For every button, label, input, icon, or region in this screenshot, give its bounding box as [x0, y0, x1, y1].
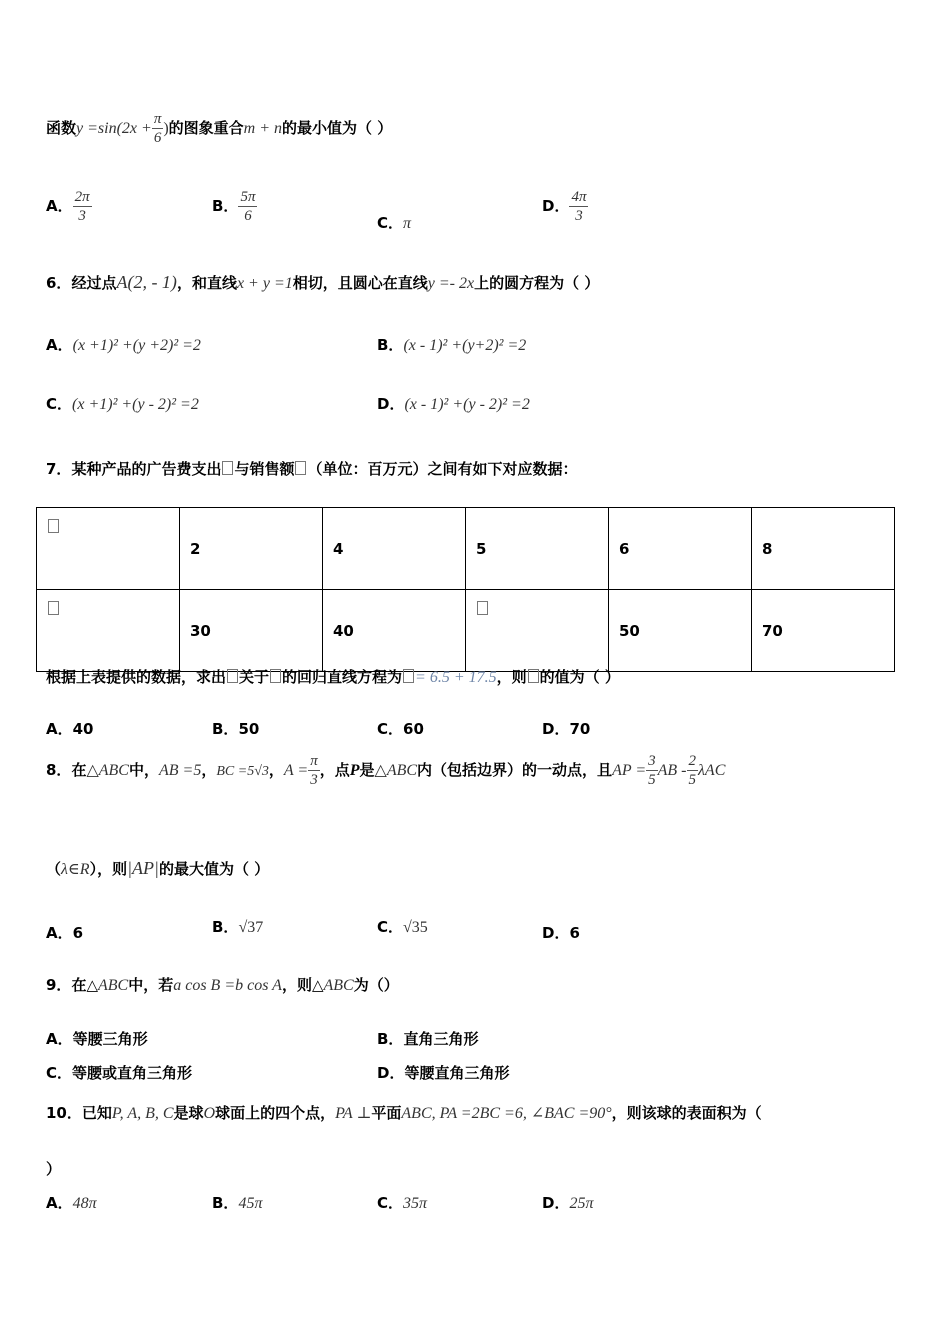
q6-option-b[interactable]: B．(x - 1)² +(y+2)² =2: [377, 336, 527, 354]
table-cell: [466, 590, 609, 672]
q8-option-a[interactable]: A．6: [46, 924, 84, 942]
q10-option-b[interactable]: B．45π: [212, 1194, 263, 1212]
q10-stem: 10．已知P, A, B, C是球O球面上的四个点，PA ⊥平面ABC, PA =2BC =6, ∠BAC =90°，则该球的表面积为（: [46, 1104, 762, 1122]
q8-stem-line2: （λ∈R），则|AP|的最大值为（ ）: [46, 858, 270, 878]
table-cell: 5: [466, 508, 609, 590]
q9-stem: 9．在△ABC中，若a cos B =b cos A，则△ABC为（）: [46, 976, 399, 994]
q6-option-a[interactable]: A．(x +1)² +(y +2)² =2: [46, 336, 201, 354]
q7-option-b[interactable]: B．50: [212, 720, 260, 738]
table-cell: 8: [752, 508, 895, 590]
missing-glyph-icon: [477, 601, 488, 615]
q5-option-a[interactable]: A． $\frac{2\pi}{3}$: [46, 189, 90, 224]
missing-glyph-icon: [295, 461, 306, 475]
table-cell: 6: [609, 508, 752, 590]
q8-option-c[interactable]: C．√35: [377, 918, 428, 936]
q6-option-c[interactable]: C．(x +1)² +(y - 2)² =2: [46, 395, 199, 413]
q10-option-c[interactable]: C．35π: [377, 1194, 428, 1212]
q10-option-a[interactable]: A．48π: [46, 1194, 97, 1212]
table-cell: 40: [323, 590, 466, 672]
q7-option-d[interactable]: D．70: [542, 720, 591, 738]
q7-option-a[interactable]: A．40: [46, 720, 94, 738]
q5-stem: 函数y =sin(2x + $\frac{\pi}{6}$ )的图象重合m + n的最小值为（ ）: [46, 111, 393, 146]
q9-option-b[interactable]: B．直角三角形: [377, 1030, 479, 1048]
missing-glyph-icon: [48, 601, 59, 615]
table-row: [37, 590, 895, 672]
q6-option-d[interactable]: D．(x - 1)² +(y - 2)² =2: [377, 395, 530, 413]
q7-data-table: [36, 507, 895, 672]
q5-option-b[interactable]: B． $\frac{5\pi}{6}$: [212, 189, 256, 224]
q5-option-c[interactable]: C．π: [377, 214, 412, 232]
q6-stem: 6．经过点A(2, - 1)，和直线x + y =1相切，且圆心在直线y =- 2x上的圆方程为（ ）: [46, 272, 600, 292]
table-cell: 30: [180, 590, 323, 672]
q9-option-a[interactable]: A．等腰三角形: [46, 1030, 148, 1048]
q9-option-d[interactable]: D．等腰直角三角形: [377, 1064, 510, 1082]
table-cell: 70: [752, 590, 895, 672]
q8-stem: 8．在△ABC中，AB =5，BC =5√3，A = $\frac{\pi}{3}$ ，点P是△ABC内（包括边界）的一动点，且AP = $\frac{3}{5}$ AB - $\frac{2}{5}$ λAC: [46, 753, 726, 788]
q5-option-d[interactable]: D． $\frac{4\pi}{3}$: [542, 189, 587, 224]
q9-option-c[interactable]: C．等腰或直角三角形: [46, 1064, 193, 1082]
missing-glyph-icon: [222, 461, 233, 475]
q7-stem: 7．某种产品的广告费支出 与销售额 （单位：百万元）之间有如下对应数据：: [46, 460, 578, 478]
table-cell: [37, 590, 180, 672]
q10-stem-close: ）: [46, 1160, 62, 1178]
table-cell: 50: [609, 590, 752, 672]
q7-followup: 根据上表提供的数据，求出 关于 的回归直线方程为 = 6.5 + 17.5，则 的值为（ ）: [46, 668, 620, 686]
table-cell: 4: [323, 508, 466, 590]
q5-fraction: $\frac{\pi}{6}$: [153, 111, 162, 146]
missing-glyph-icon: [48, 519, 59, 533]
q10-option-d[interactable]: D．25π: [542, 1194, 594, 1212]
q8-option-d[interactable]: D．6: [542, 924, 580, 942]
table-row: [37, 508, 895, 590]
table-cell: [37, 508, 180, 590]
q8-option-b[interactable]: B．√37: [212, 918, 264, 936]
q7-option-c[interactable]: C．60: [377, 720, 424, 738]
table-cell: 2: [180, 508, 323, 590]
